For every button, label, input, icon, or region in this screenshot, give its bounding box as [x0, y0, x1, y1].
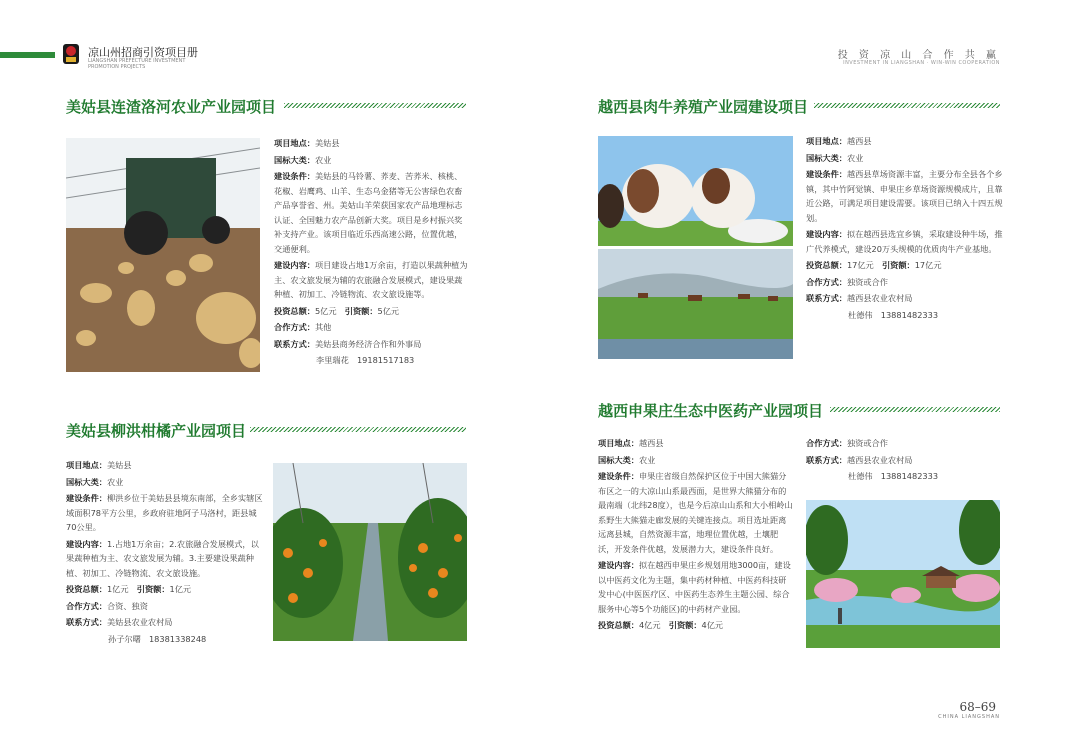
project-title: 美姑县连渣洛河农业产业园项目 — [66, 98, 277, 116]
project-info: 项目地点：越西县 国标大类：农业 建设条件：申果庄省级自然保护区位于中国大熊猫分布区之一的大凉山山系最西面，是世界大熊猫分布的最南端（北纬28度），也是今后凉山山系和大小相岭山系野生大熊猫走廊发展的关键连接点。项目选址距离远离县城，自然资源丰富，地理位置优越，土壤肥沃，开发条件优越，发展潜力大，建设条件良好。 建设内容：拟在越西申果庄乡规划用地3000亩，建设以中医药文化为主题，集中药材种植、中医药科技研发中心(中医医疗区、中医药生态养生主题公园、综合服务中心等5个功能区)的中药材产业园。 投资总额：4亿元 引资额：4亿元 — [598, 438, 793, 630]
project-title: 美姑县柳洪柑橘产业园项目 — [66, 422, 247, 440]
title-stripe — [814, 103, 1000, 108]
grazing-cattle-photo — [598, 249, 793, 359]
project-info: 项目地点：越西县 国标大类：农业 建设条件：越西县草场资源丰富，主要分布全县各个乡镇，其中竹阿觉镇、申果庄乡草场资源规模成片，且靠近公路，可满足项目建设需要。该项目已纳入十四五规划。 建设内容：拟在越西县选宜乡镇，采取建设种牛场，推广代养模式，建设20万头规模的优质肉牛产业基地。 投资总额：17亿元 引资额：17亿元 合作方式：独资或合作 联系方式：越西县农业农村局 杜德伟 13881482333 — [806, 136, 1003, 320]
project-info: 项目地点：美姑县 国标大类：农业 建设条件：美姑县的马铃薯、荞麦、苦荞米、核桃、花椒、岩鹰鸡、山羊、生态乌金猪等无公害绿色农畜产品享誉省、州。美姑山羊荣获国家农产品地理标志认证、全国魅力农产品创新大奖。项目是乡村振兴奖补支持产业。该项目临近乐西高速公路，位置优越，交通便利。 建设内容：项目建设占地1万余亩，打造以果蔬种植为主、农文旅发展为辅的农旅融合发展模式，建设果蔬种植、初加工、冷链物流、农文旅设施等。 投资总额：5亿元 引资额：5亿元 合作方式：其他 联系方式：美姑县商务经济合作和外事局 李里瑞花 19181517183 — [274, 138, 468, 365]
herb-park-rendering-photo — [806, 500, 1000, 648]
cattle-closeup-photo — [598, 136, 793, 246]
project-info: 项目地点：美姑县 国标大类：农业 建设条件：柳洪乡位于美姑县县境东南部，全乡实辖区域面积78平方公里，乡政府驻地阿子马洛村，距县城70公里。 建设内容：1.占地1万余亩；2.农旅融合发展模式，以果蔬种植为主、农文旅发展为辅。3.主要建设果蔬种植、初加工、冷链物流、农文旅设施。 投资总额：1亿元 引资额：1亿元 合作方式：合资、独资 联系方式：美姑县农业农村局 孙子尔曙 18381338248 — [66, 460, 263, 644]
page-number: 68–69 — [959, 700, 996, 714]
header-slogan-sub: INVESTMENT IN LIANGSHAN · WIN-WIN COOPERATION — [843, 60, 1000, 66]
project-contact: 合作方式：独资或合作 联系方式：越西县农业农村局 杜德伟 13881482333 — [806, 438, 939, 481]
header-accent-bar — [0, 52, 55, 58]
citrus-orchard-photo — [273, 463, 467, 641]
potato-harvest-photo — [66, 138, 260, 372]
header-title: 凉山州招商引资项目册 — [88, 46, 198, 59]
title-stripe — [284, 103, 466, 108]
liangshan-logo-icon — [60, 40, 82, 66]
footer-brand: CHINA LIANGSHAN — [938, 714, 1000, 720]
header-slogan: 投 资 凉 山 合 作 共 赢 — [837, 50, 1000, 61]
project-title: 越西申果庄生态中医药产业园项目 — [598, 402, 824, 420]
title-stripe — [250, 427, 466, 432]
project-title: 越西县肉牛养殖产业园建设项目 — [598, 98, 809, 116]
header-subtitle: LIANGSHAN PREFECTURE INVESTMENT PROMOTION PROJECTS — [88, 58, 186, 70]
title-stripe — [830, 407, 1000, 412]
